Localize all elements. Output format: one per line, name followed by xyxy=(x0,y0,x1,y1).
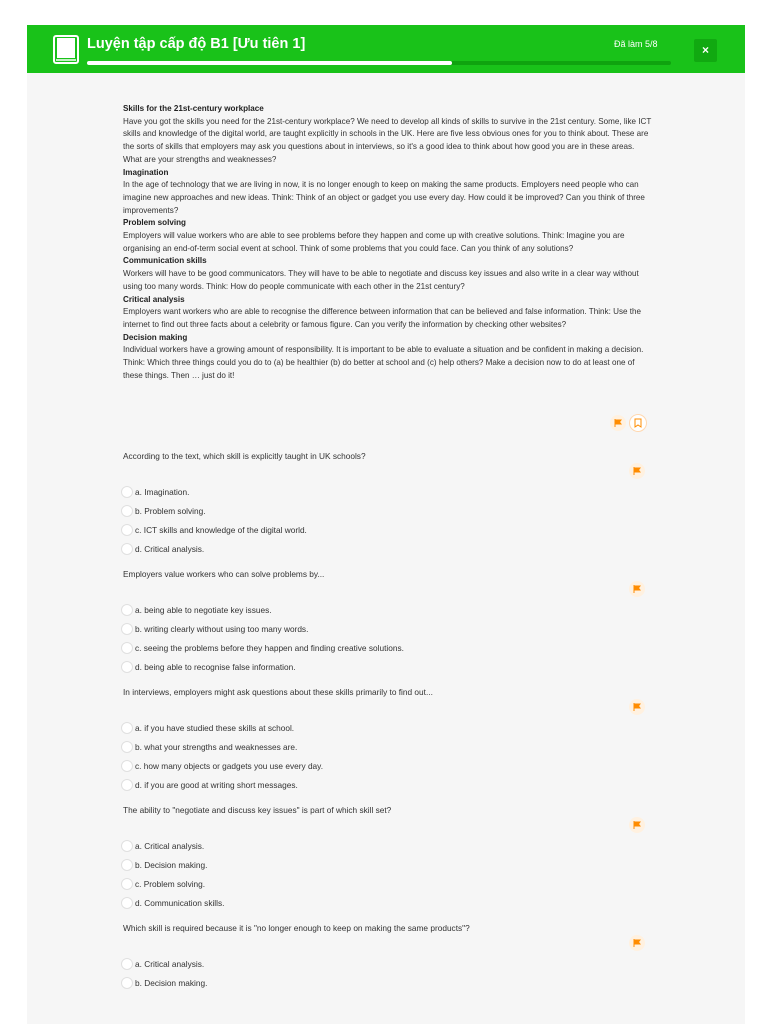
flag-question-button[interactable] xyxy=(629,935,645,951)
header-bar xyxy=(27,25,745,73)
answer-option[interactable]: a. if you have studied these skills at school. xyxy=(121,722,294,735)
section-text: Individual workers have a growing amount of responsibility. It is important to be able to evaluate a situation and be confident in making a decision. Think: Which three things could you do to (a) be healthier (b) do better at school and (c) help others? Make a decision now to do at least one of these things. Then … just do it! xyxy=(123,345,644,380)
radio-button[interactable] xyxy=(121,779,133,791)
section-text: Workers will have to be good communicators. They will have to be able to negotiate and discuss key issues and also write in a clear way without using too many words. Think: How do people communicate with each other in the 21st century? xyxy=(123,269,639,291)
radio-button[interactable] xyxy=(121,878,133,890)
answer-option[interactable]: a. Critical analysis. xyxy=(121,958,204,971)
flag-question-button[interactable] xyxy=(629,581,645,597)
answer-option[interactable]: a. Critical analysis. xyxy=(121,840,204,853)
flag-passage-button[interactable] xyxy=(610,415,626,431)
radio-button[interactable] xyxy=(121,623,133,635)
section-heading: Decision making xyxy=(123,332,188,342)
quiz-content xyxy=(27,73,745,1024)
radio-button[interactable] xyxy=(121,661,133,673)
answer-option[interactable]: d. if you are good at writing short messages. xyxy=(121,779,298,792)
radio-button[interactable] xyxy=(121,524,133,536)
bookmark-icon xyxy=(634,418,642,428)
radio-button[interactable] xyxy=(121,897,133,909)
radio-button[interactable] xyxy=(121,486,133,498)
flag-question-button[interactable] xyxy=(629,463,645,479)
radio-button[interactable] xyxy=(121,741,133,753)
close-button[interactable]: × xyxy=(694,39,717,62)
flag-question-button[interactable] xyxy=(629,817,645,833)
radio-button[interactable] xyxy=(121,505,133,517)
answer-option[interactable]: c. seeing the problems before they happen and finding creative solutions. xyxy=(121,642,404,655)
book-icon xyxy=(53,35,79,65)
question-text: Which skill is required because it is "no longer enough to keep on making the same products"? xyxy=(123,923,470,933)
section-heading: Critical analysis xyxy=(123,294,185,304)
page-title: Luyện tập cấp độ B1 [Ưu tiên 1] xyxy=(87,36,306,52)
flag-icon xyxy=(614,419,622,427)
passage-title: Skills for the 21st-century workplace xyxy=(123,104,264,113)
answer-option[interactable]: b. Decision making. xyxy=(121,859,207,872)
flag-question-button[interactable] xyxy=(629,699,645,715)
progress-bar xyxy=(87,61,671,65)
answer-option[interactable]: d. being able to recognise false information. xyxy=(121,661,296,674)
section-heading: Problem solving xyxy=(123,218,186,228)
flag-icon xyxy=(633,467,641,475)
flag-icon xyxy=(633,703,641,711)
question-text: Employers value workers who can solve problems by... xyxy=(123,569,325,579)
radio-button[interactable] xyxy=(121,604,133,616)
section-text: Employers want workers who are able to recognise the difference between information that can be believed and false information. Think: Use the internet to find out three facts about a celebrity or famous figure. Can you verify the information by checking other websites? xyxy=(123,307,641,329)
radio-button[interactable] xyxy=(121,722,133,734)
answer-option[interactable]: b. what your strengths and weaknesses are. xyxy=(121,741,297,754)
passage-intro: Have you got the skills you need for the 21st-century workplace? We need to develop all kinds of skills to survive in the 21st century. Some, like ICT skills and knowledge of the digital world, are taught explicitly in schools in the UK. Here are five less obvious ones for you to think about. These are the sorts of skills that employers may ask you questions about in interviews, so it's a good idea to think about how good you are in these areas. What are your strengths and weaknesses? xyxy=(123,116,652,164)
answer-option[interactable]: d. Critical analysis. xyxy=(121,543,204,556)
bookmark-button[interactable] xyxy=(629,414,647,432)
radio-button[interactable] xyxy=(121,977,133,989)
radio-button[interactable] xyxy=(121,642,133,654)
radio-button[interactable] xyxy=(121,958,133,970)
answer-option[interactable]: c. how many objects or gadgets you use every day. xyxy=(121,760,323,773)
answer-option[interactable]: d. Communication skills. xyxy=(121,897,224,910)
answer-option[interactable]: c. ICT skills and knowledge of the digital world. xyxy=(121,524,307,537)
section-text: Employers will value workers who are able to see problems before they happen and come up with creative solutions. Think: Imagine you are organising an end-of-term social event at school. Think of some problems that you could face. Can you think of any solutions? xyxy=(123,231,625,253)
radio-button[interactable] xyxy=(121,760,133,772)
section-text: In the age of technology that we are living in now, it is no longer enough to keep on making the same products. Employers need people who can imagine new approaches and new ideas. Think: Think of an object or gadget you use every day. How could it be improved? Can you think of three improvements? xyxy=(123,180,645,215)
radio-button[interactable] xyxy=(121,859,133,871)
radio-button[interactable] xyxy=(121,543,133,555)
reading-passage xyxy=(123,103,653,382)
answer-option[interactable]: c. Problem solving. xyxy=(121,878,205,891)
progress-text: Đã làm 5/8 xyxy=(614,39,658,49)
answer-option[interactable]: b. writing clearly without using too many words. xyxy=(121,623,308,636)
flag-icon xyxy=(633,821,641,829)
question-text: The ability to "negotiate and discuss key issues" is part of which skill set? xyxy=(123,805,392,815)
answer-option[interactable]: b. Decision making. xyxy=(121,977,207,990)
section-heading: Communication skills xyxy=(123,256,207,266)
flag-icon xyxy=(633,939,641,947)
question-text: According to the text, which skill is explicitly taught in UK schools? xyxy=(123,451,366,461)
answer-option[interactable]: b. Problem solving. xyxy=(121,505,206,518)
section-heading: Imagination xyxy=(123,167,169,177)
radio-button[interactable] xyxy=(121,840,133,852)
answer-option[interactable]: a. being able to negotiate key issues. xyxy=(121,604,272,617)
flag-icon xyxy=(633,585,641,593)
question-text: In interviews, employers might ask questions about these skills primarily to find out... xyxy=(123,687,433,697)
answer-option[interactable]: a. Imagination. xyxy=(121,486,189,499)
progress-bar-fill xyxy=(87,61,452,65)
